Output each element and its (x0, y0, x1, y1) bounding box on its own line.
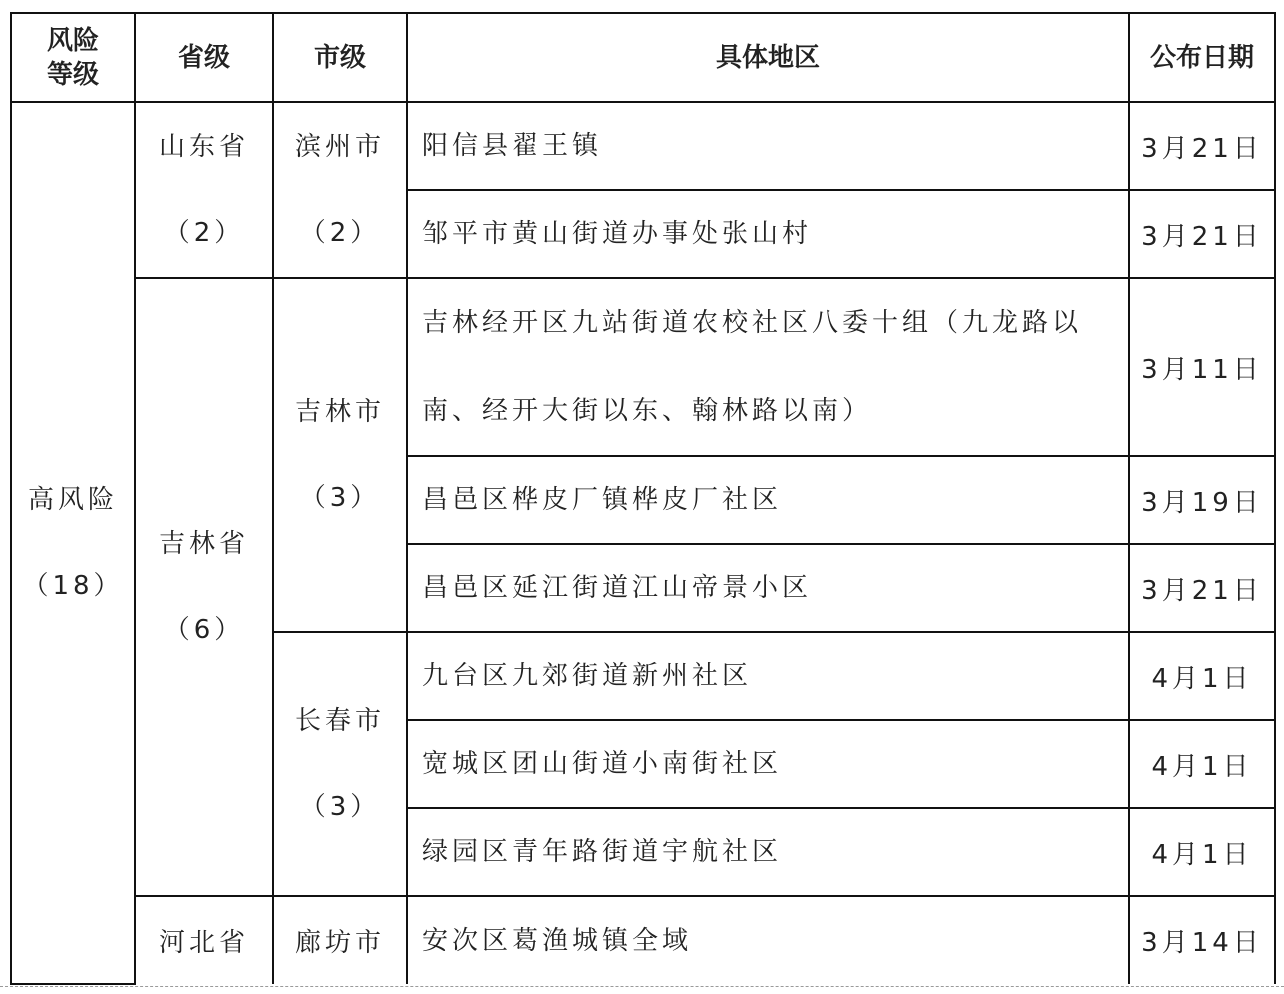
risk-level-name: 高风险 (27, 485, 118, 515)
city-count: （2） (299, 218, 381, 248)
area-cell: 昌邑区桦皮厂镇桦皮厂社区 (407, 456, 1129, 544)
risk-area-table (10, 12, 1276, 985)
risk-level-cell (11, 102, 135, 984)
province-cell-shandong (135, 102, 273, 278)
page-break-line (0, 986, 1284, 987)
date-cell: 3月21日 (1129, 544, 1275, 632)
date-cell: 3月11日 (1129, 278, 1275, 456)
date-cell: 3月21日 (1129, 190, 1275, 278)
date-cell: 3月19日 (1129, 456, 1275, 544)
area-cell: 安次区葛渔城镇全域 (407, 896, 1129, 984)
header-area: 具体地区 (407, 13, 1129, 102)
area-cell: 九台区九郊街道新州社区 (407, 632, 1129, 720)
header-city: 市级 (273, 13, 407, 102)
city-cell-binzhou (273, 102, 407, 278)
date-cell: 4月1日 (1129, 808, 1275, 896)
province-name: 吉林省 (158, 529, 249, 559)
area-cell: 阳信县翟王镇 (407, 102, 1129, 190)
header-risk-level-line1: 风险 (46, 25, 99, 56)
city-count: （3） (299, 792, 381, 822)
city-name: 吉林市 (294, 397, 385, 427)
province-count: （2） (163, 218, 245, 248)
header-province: 省级 (135, 13, 273, 102)
area-cell: 昌邑区延江街道江山帝景小区 (407, 544, 1129, 632)
city-count: （3） (299, 483, 381, 513)
area-cell: 吉林经开区九站街道农校社区八委十组（九龙路以南、经开大街以东、翰林路以南） (407, 278, 1129, 456)
province-cell-hebei: 河北省 (135, 896, 273, 984)
header-risk-level (11, 13, 135, 102)
area-cell: 绿园区青年路街道宇航社区 (407, 808, 1129, 896)
province-count: （6） (163, 615, 245, 645)
table-row (11, 896, 1275, 984)
area-cell: 邹平市黄山街道办事处张山村 (407, 190, 1129, 278)
header-risk-level-line2: 等级 (46, 59, 99, 90)
table-row (11, 102, 1275, 190)
date-cell: 3月21日 (1129, 102, 1275, 190)
city-cell-langfang: 廊坊市 (273, 896, 407, 984)
area-cell: 宽城区团山街道小南街社区 (407, 720, 1129, 808)
header-date: 公布日期 (1129, 13, 1275, 102)
date-cell: 4月1日 (1129, 632, 1275, 720)
date-cell: 4月1日 (1129, 720, 1275, 808)
city-name: 滨州市 (294, 132, 385, 162)
date-cell: 3月14日 (1129, 896, 1275, 984)
header-row (11, 13, 1275, 102)
city-cell-changchun (273, 632, 407, 896)
table-row (11, 278, 1275, 456)
risk-level-count: （18） (22, 571, 124, 601)
province-name: 山东省 (158, 132, 249, 162)
province-cell-jilin (135, 278, 273, 896)
city-name: 长春市 (294, 706, 385, 736)
city-cell-jilin (273, 278, 407, 632)
